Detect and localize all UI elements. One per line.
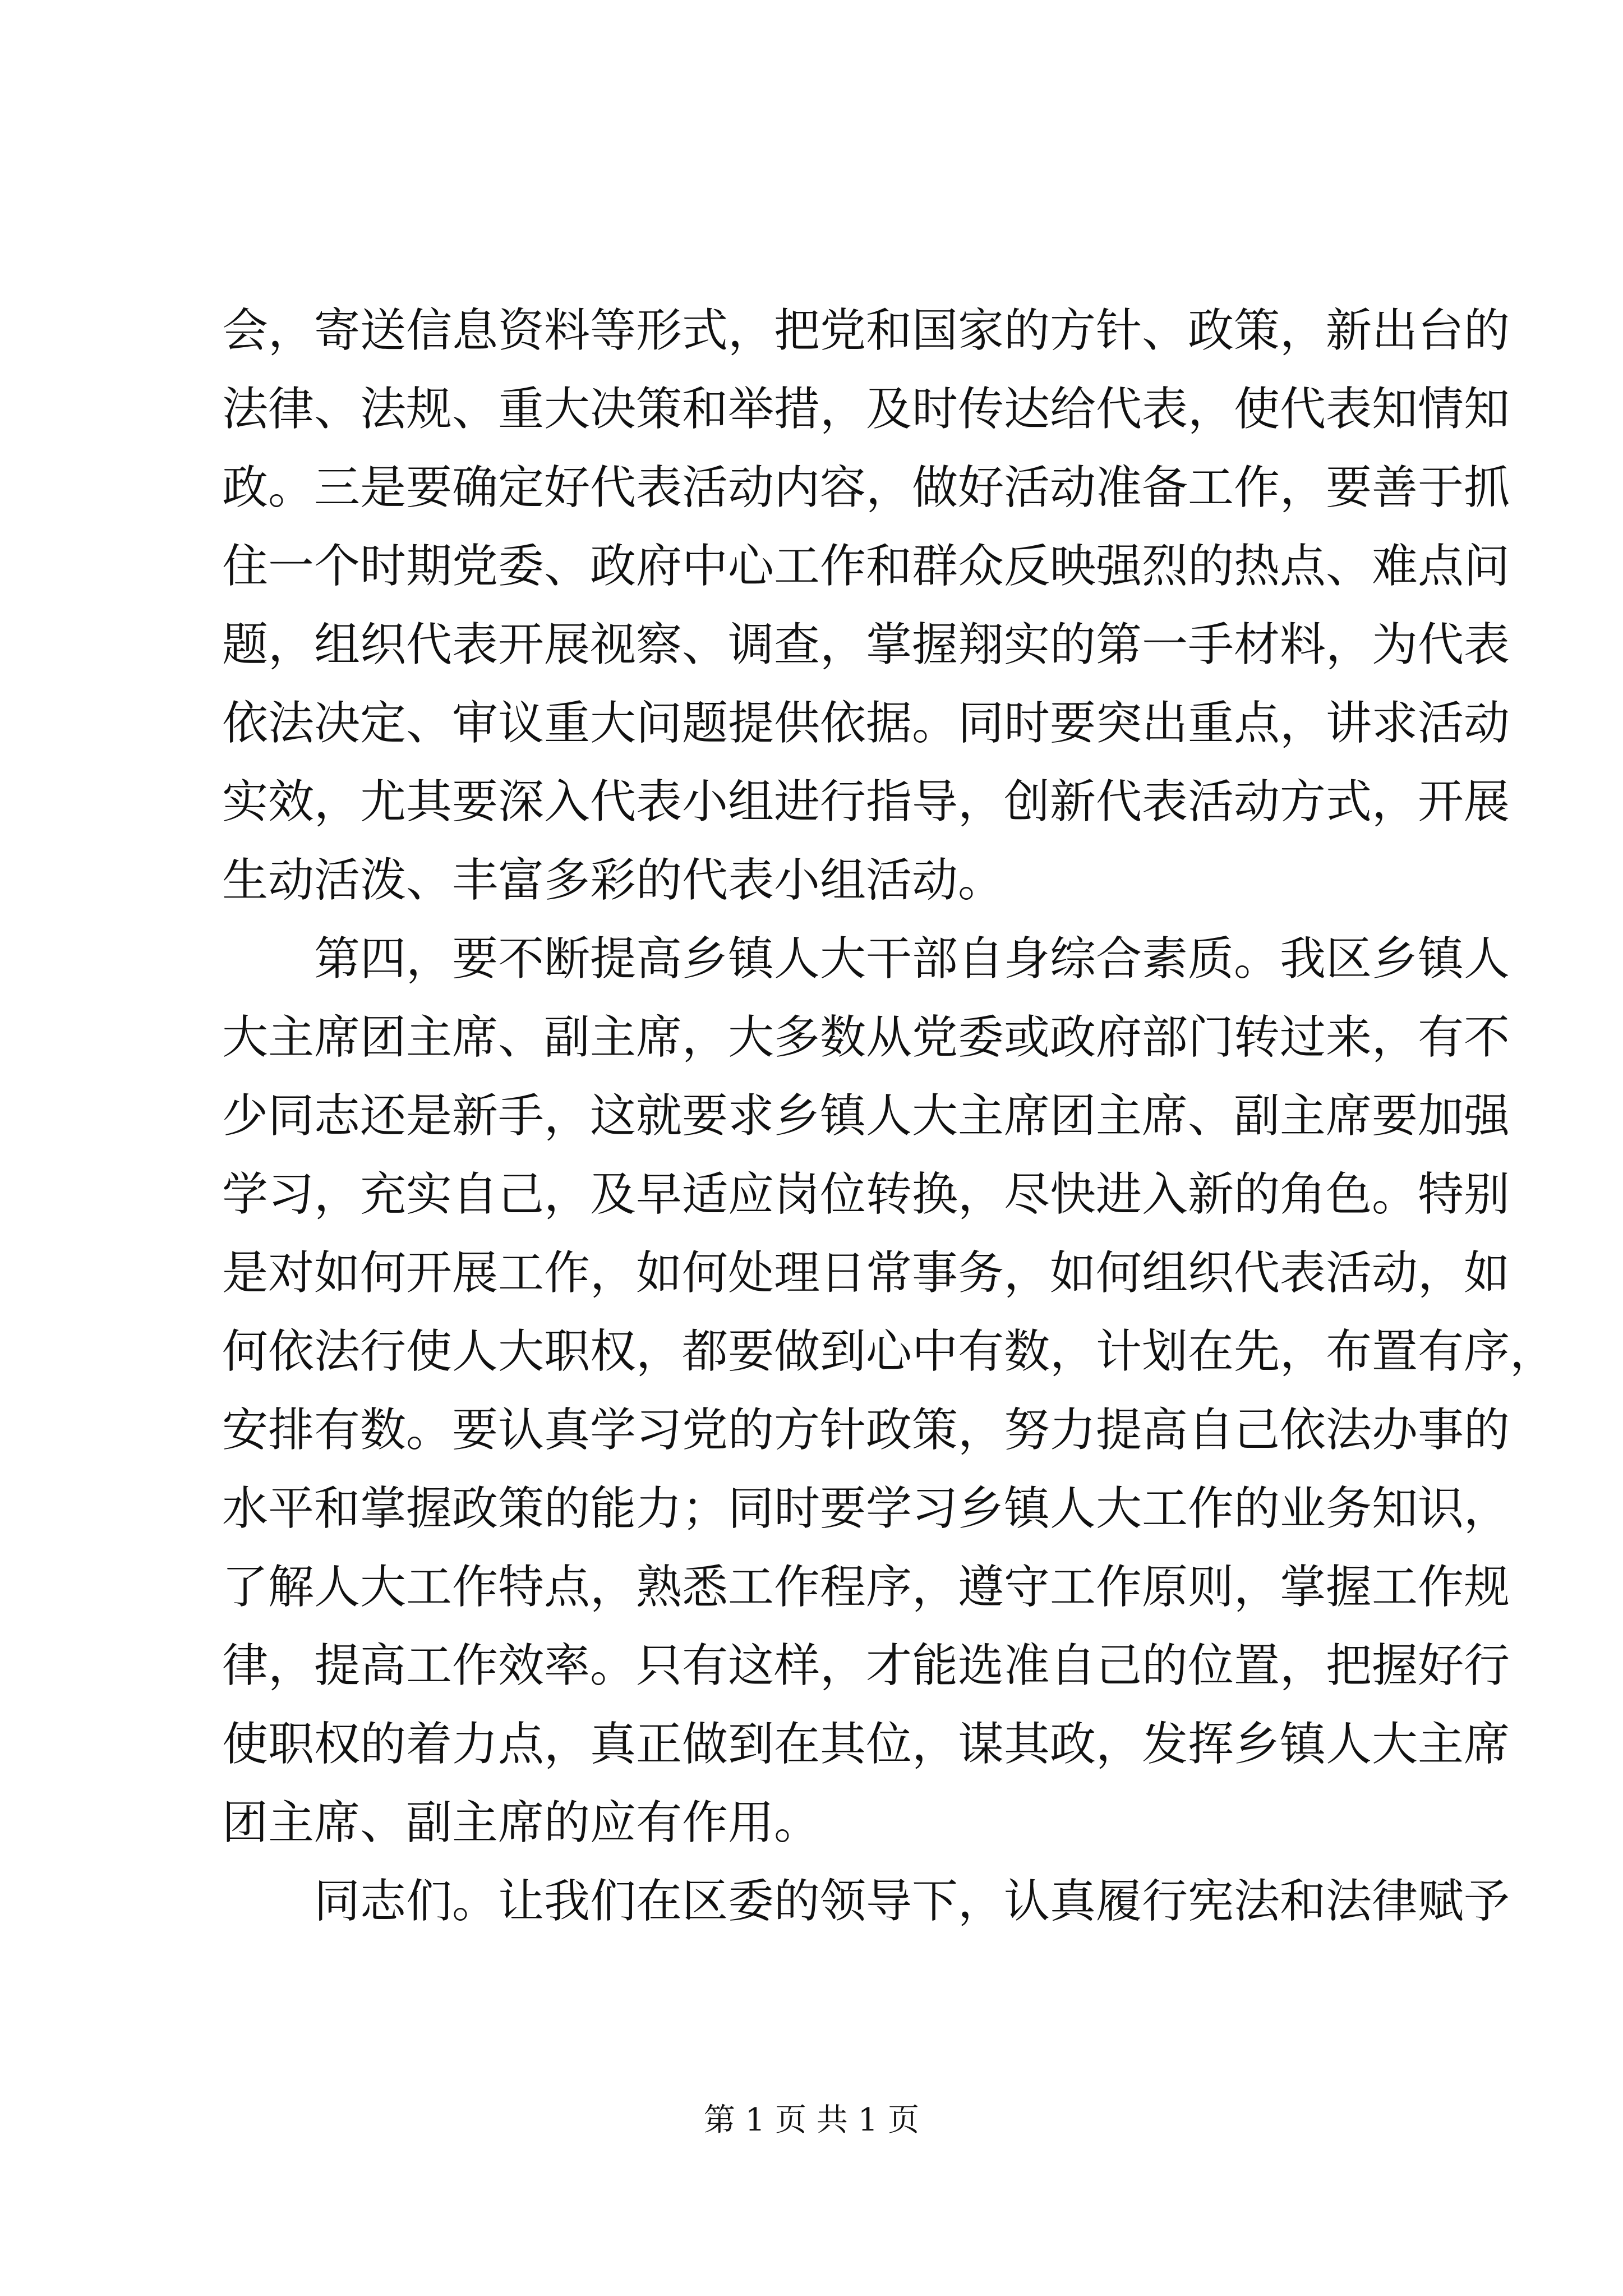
text-line: 使职权的着力点，真正做到在其位，谋其政，发挥乡镇人大主席 [222, 1718, 1510, 1771]
text-line: 生动活泼、丰富多彩的代表小组活动。 [222, 854, 1004, 907]
text-line: 是对如何开展工作，如何处理日常事务，如何组织代表活动，如 [222, 1246, 1510, 1300]
text-line: 何依法行使人大职权，都要做到心中有数，计划在先，布置有序， [222, 1325, 1556, 1378]
text-line: 住一个时期党委、政府中心工作和群众反映强烈的热点、难点问 [222, 540, 1510, 593]
text-line: 政。三是要确定好代表活动内容，做好活动准备工作，要善于抓 [222, 461, 1510, 514]
text-line: 少同志还是新手，这就要求乡镇人大主席团主席、副主席要加强 [222, 1089, 1510, 1143]
page-number-footer: 第 1 页 共 1 页 [703, 2102, 920, 2138]
text-line: 法律、法规、重大决策和举措，及时传达给代表，使代表知情知 [222, 383, 1510, 436]
paragraph-first-line: 第四，要不断提高乡镇人大干部自身综合素质。我区乡镇人 [314, 932, 1510, 986]
text-line: 大主席团主席、副主席，大多数从党委或政府部门转过来，有不 [222, 1011, 1510, 1064]
text-line: 安排有数。要认真学习党的方针政策，努力提高自己依法办事的 [222, 1404, 1510, 1457]
text-line: 会，寄送信息资料等形式，把党和国家的方针、政策，新出台的 [222, 304, 1510, 357]
text-line: 题，组织代表开展视察、调查，掌握翔实的第一手材料，为代表 [222, 618, 1510, 671]
text-line: 学习，充实自己，及早适应岗位转换，尽快进入新的角色。特别 [222, 1168, 1510, 1221]
text-line: 水平和掌握政策的能力；同时要学习乡镇人大工作的业务知识， [222, 1482, 1510, 1535]
paragraph-first-line: 同志们。让我们在区委的领导下，认真履行宪法和法律赋予 [314, 1875, 1510, 1928]
text-line: 了解人大工作特点，熟悉工作程序，遵守工作原则，掌握工作规 [222, 1561, 1510, 1614]
text-line: 实效，尤其要深入代表小组进行指导，创新代表活动方式，开展 [222, 775, 1510, 829]
text-line: 依法决定、审议重大问题提供依据。同时要突出重点，讲求活动 [222, 697, 1510, 750]
text-line: 律，提高工作效率。只有这样，才能选准自己的位置，把握好行 [222, 1639, 1510, 1692]
text-line: 团主席、副主席的应有作用。 [222, 1796, 820, 1849]
